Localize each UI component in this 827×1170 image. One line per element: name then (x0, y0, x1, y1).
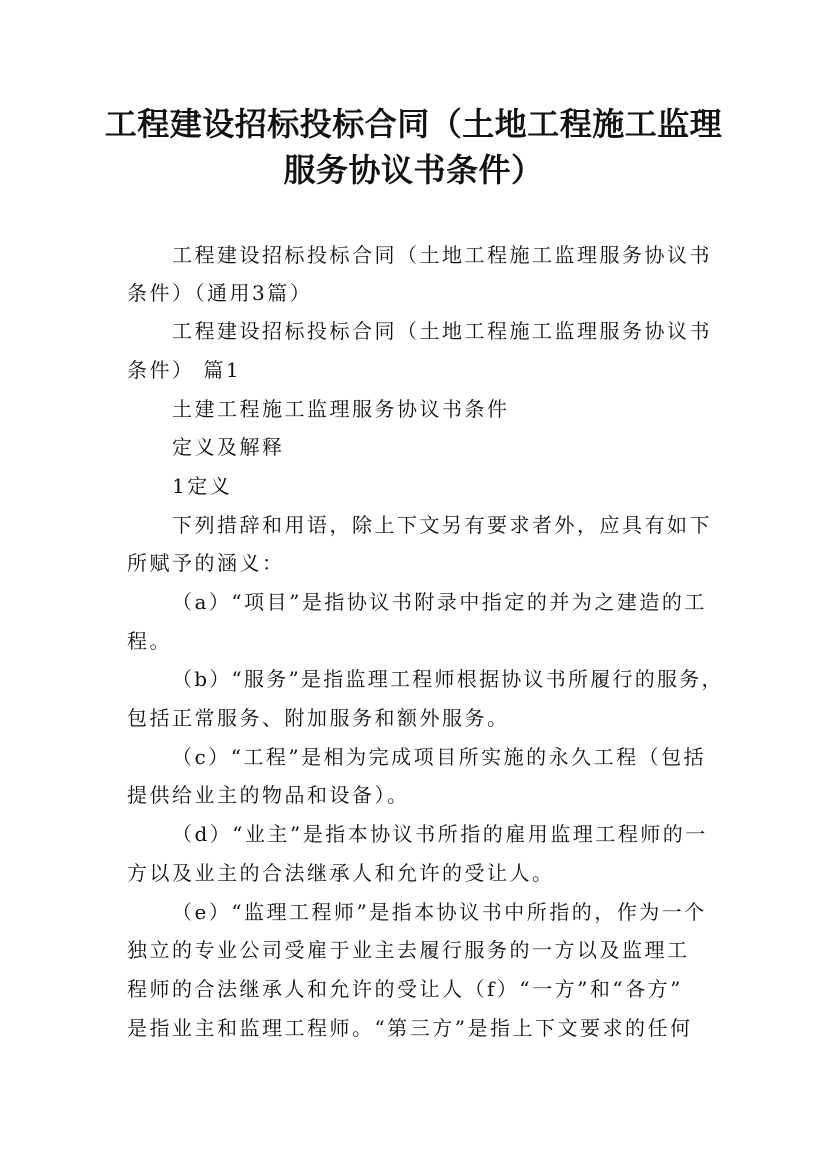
body-line: 独立的专业公司受雇于业主去履行服务的一方以及监理工 (127, 938, 690, 962)
body-line: 程师的合法继承人和允许的受让人（f）“一方”和“各方” (127, 977, 683, 1001)
body-line: 所赋予的涵义： (127, 551, 285, 575)
body-line: （a）“项目”是指协议书附录中指定的并为之建造的工 (172, 590, 707, 614)
body-line: （d）“业主”是指本协议书所指的雇用监理工程师的一 (172, 822, 708, 846)
body-line: 程。 (127, 629, 172, 653)
body-line: 定义及解释 (172, 435, 285, 459)
document-title-line-1: 工程建设招标投标合同（土地工程施工监理 (104, 105, 723, 143)
body-line: 土建工程施工监理服务协议书条件 (172, 397, 510, 421)
body-line: 是指业主和监理工程师。“第三方”是指上下文要求的任何 (127, 1016, 693, 1040)
body-line: 提供给业主的物品和设备）。 (127, 783, 410, 807)
body-line: 方以及业主的合法继承人和允许的受让人。 (127, 861, 555, 885)
body-line: 包括正常服务、附加服务和额外服务。 (127, 706, 510, 730)
body-line: （e）“监理工程师”是指本协议书中所指的，作为一个 (172, 900, 707, 924)
body-line: （c）“工程”是相为完成项目所实施的永久工程（包括 (172, 745, 707, 769)
body-line: 工程建设招标投标合同（土地工程施工监理服务协议书 (172, 319, 712, 343)
body-line: 条件） 篇1 (127, 358, 242, 382)
body-line: 条件）（通用3篇） (127, 281, 313, 305)
document-title-line-2: 服务协议书条件） (283, 151, 544, 189)
body-line: （b）“服务”是指监理工程师根据协议书所履行的服务， (172, 667, 724, 691)
body-line: 1定义 (172, 474, 233, 498)
body-line: 工程建设招标投标合同（土地工程施工监理服务协议书 (172, 243, 712, 267)
body-line: 下列措辞和用语，除上下文另有要求者外，应具有如下 (172, 513, 712, 537)
